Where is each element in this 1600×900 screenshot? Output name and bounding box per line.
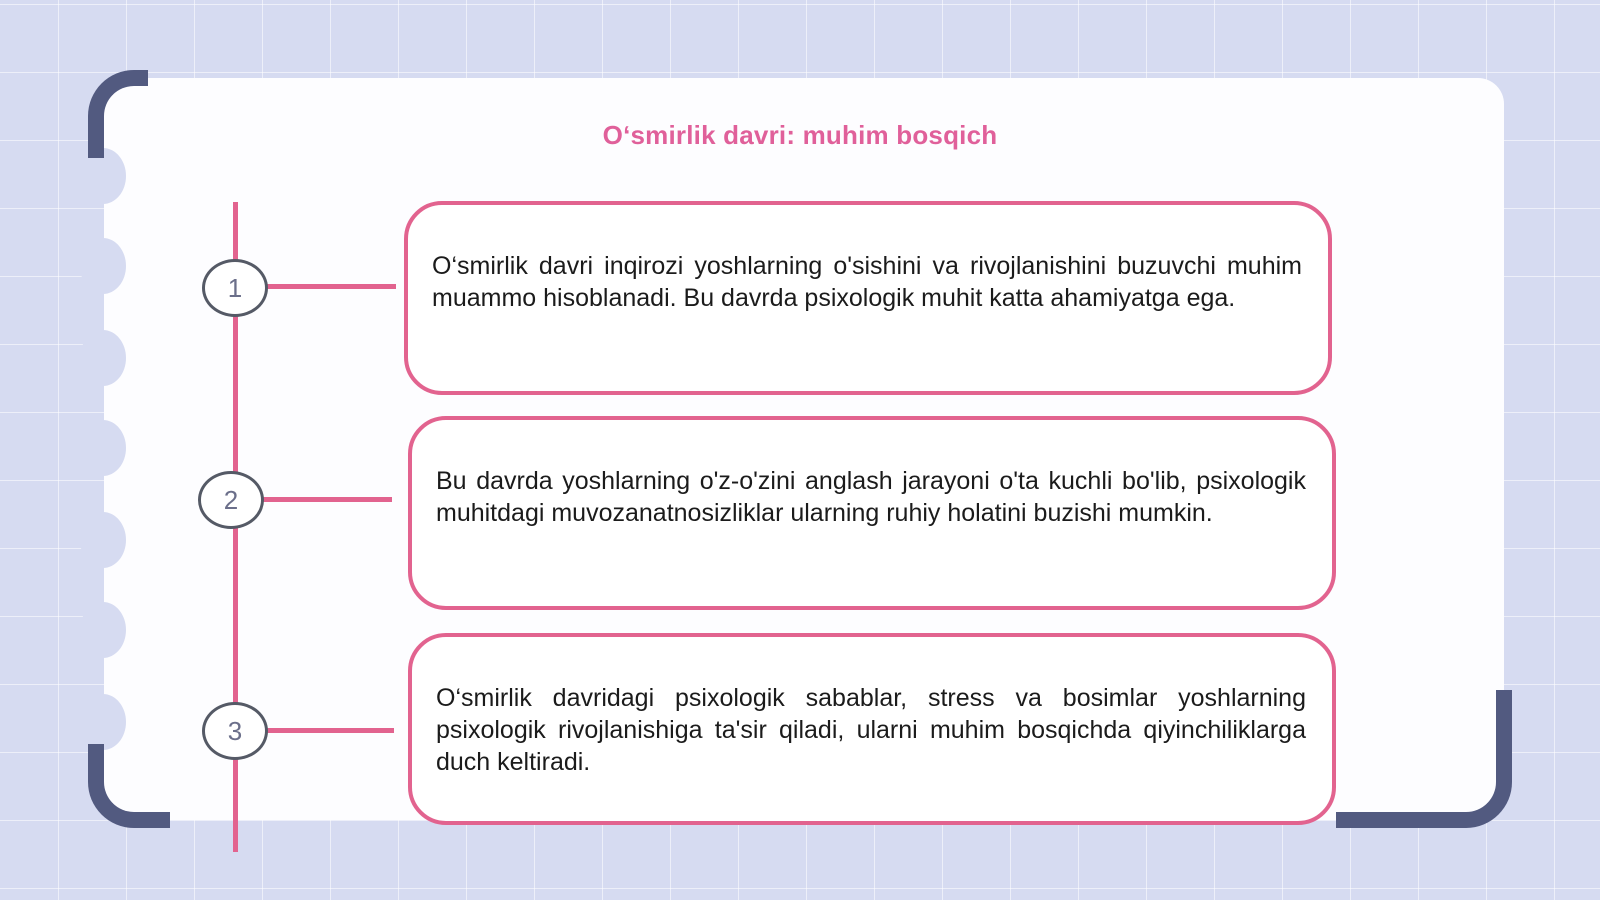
notebook-hole	[80, 512, 126, 568]
step-card-1	[404, 201, 1332, 395]
frame-corner-bottom-left	[88, 744, 170, 828]
notebook-hole	[80, 420, 126, 476]
step-marker-3	[202, 702, 268, 760]
step-marker-2	[198, 471, 264, 529]
timeline-connector	[264, 284, 396, 289]
notebook-hole	[80, 602, 126, 658]
timeline-connector	[266, 728, 394, 733]
step-number: 2	[223, 484, 239, 515]
frame-corner-bottom-right	[1336, 690, 1512, 828]
step-card-2	[408, 416, 1336, 610]
step-number: 1	[227, 272, 243, 303]
step-number: 3	[227, 715, 243, 746]
step-text: O‘smirlik davri inqirozi yoshlarning o'sishini va rivojlanishini buzuvchi muhim muammo hisoblanadi. Bu davrda psixologik muhit katta ahamiyatga ega.	[432, 252, 1302, 312]
step-text: O‘smirlik davridagi psixologik sabablar, stress va bosimlar yoshlarning psixologik rivojlanishiga ta'sir qiladi, ularni muhim bosqichda qiyinchiliklarga duch keltiradi.	[436, 684, 1306, 776]
step-text: Bu davrda yoshlarning o'z-o'zini anglash jarayoni o'ta kuchli bo'lib, psixologik muhitdagi muvozanatnosizliklar ularning ruhiy holatini buzishi mumkin.	[436, 467, 1306, 527]
slide-title: Oʻsmirlik davri: muhim bosqich	[602, 120, 998, 150]
notebook-hole	[80, 330, 126, 386]
step-marker-1	[202, 259, 268, 317]
step-card-3	[408, 633, 1336, 825]
notebook-hole	[80, 694, 126, 750]
notebook-hole	[80, 238, 126, 294]
timeline-connector	[262, 497, 392, 502]
